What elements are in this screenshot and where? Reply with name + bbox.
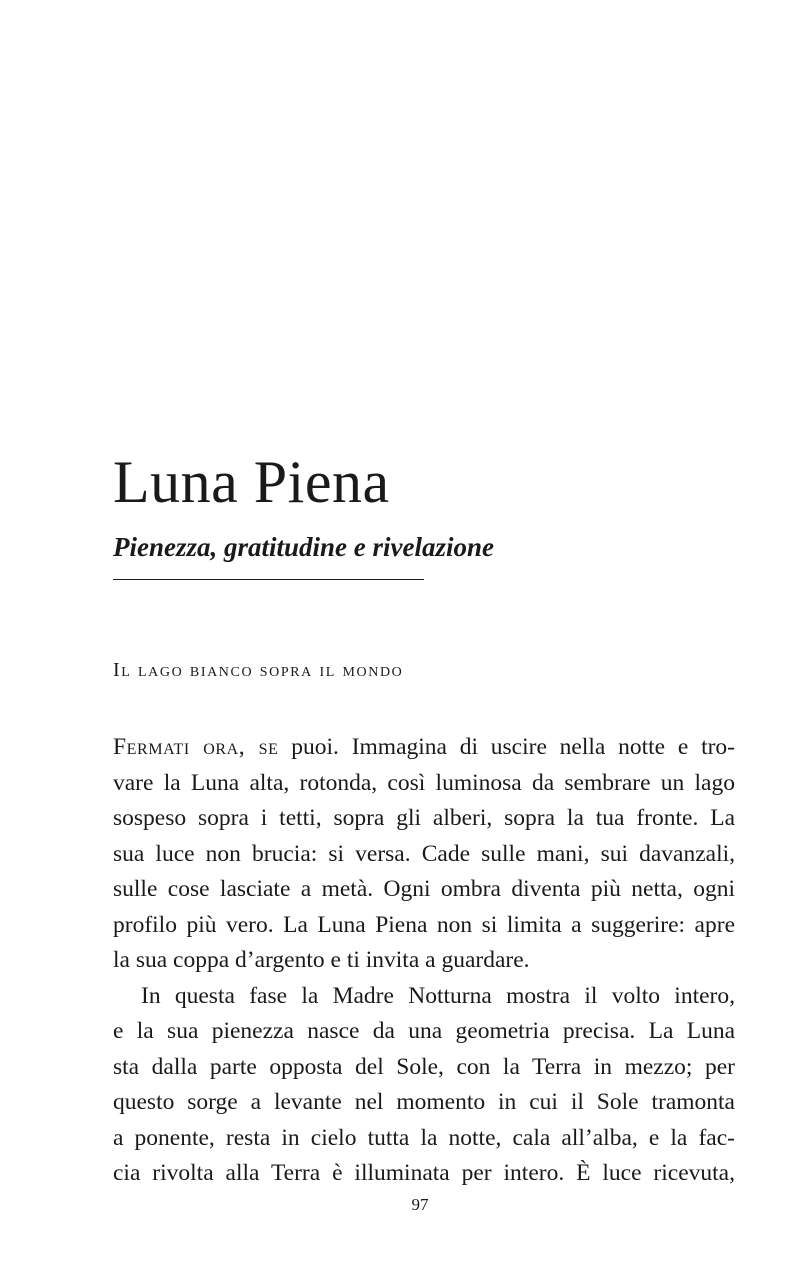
lead-in: Fermati ora, se (113, 734, 279, 760)
text-line-content: puoi. Immagina di uscire nella notte e tro- (278, 734, 735, 760)
text-line (113, 730, 735, 766)
text-line: sospeso sopra i tetti, sopra gli alberi, sopra la tua fronte. La (113, 805, 735, 831)
paragraph-1 (113, 730, 735, 979)
text-line: vare la Luna alta, rotonda, così luminosa da sembrare un lago (113, 769, 735, 796)
text-line: a ponente, resta in cielo tutta la notte, cala all’alba, e la fac- (113, 1124, 735, 1151)
paragraph-2 (113, 979, 735, 1192)
text-line: sta dalla parte opposta del Sole, con la Terra in mezzo; per (113, 1053, 735, 1080)
page-number: 97 (411, 1195, 429, 1214)
text-line: questo sorge a levante nel momento in cui il Sole tramonta (113, 1089, 735, 1115)
text-line: sua luce non brucia: si versa. Cade sulle mani, sui davanzali, (113, 840, 735, 867)
text-line: In questa fase la Madre Notturna mostra il volto intero, (141, 982, 735, 1009)
text-line: profilo più vero. La Luna Piena non si limita a suggerire: apre (113, 911, 735, 938)
text-line: cia rivolta alla Terra è illuminata per intero. È luce ricevuta, (113, 1160, 735, 1186)
body-text (113, 730, 735, 1192)
text-line: sulle cose lasciate a metà. Ogni ombra diventa più netta, ogni (113, 876, 735, 902)
chapter-title: Luna Piena (113, 449, 390, 515)
section-heading: Il lago bianco sopra il mondo (113, 659, 404, 681)
text-line: e la sua pienezza nasce da una geometria precisa. La Luna (113, 1018, 735, 1044)
text-line: la sua coppa d’argento e ti invita a guardare. (113, 947, 530, 973)
chapter-subtitle: Pienezza, gratitudine e rivelazione (113, 532, 494, 562)
title-divider (113, 579, 424, 580)
